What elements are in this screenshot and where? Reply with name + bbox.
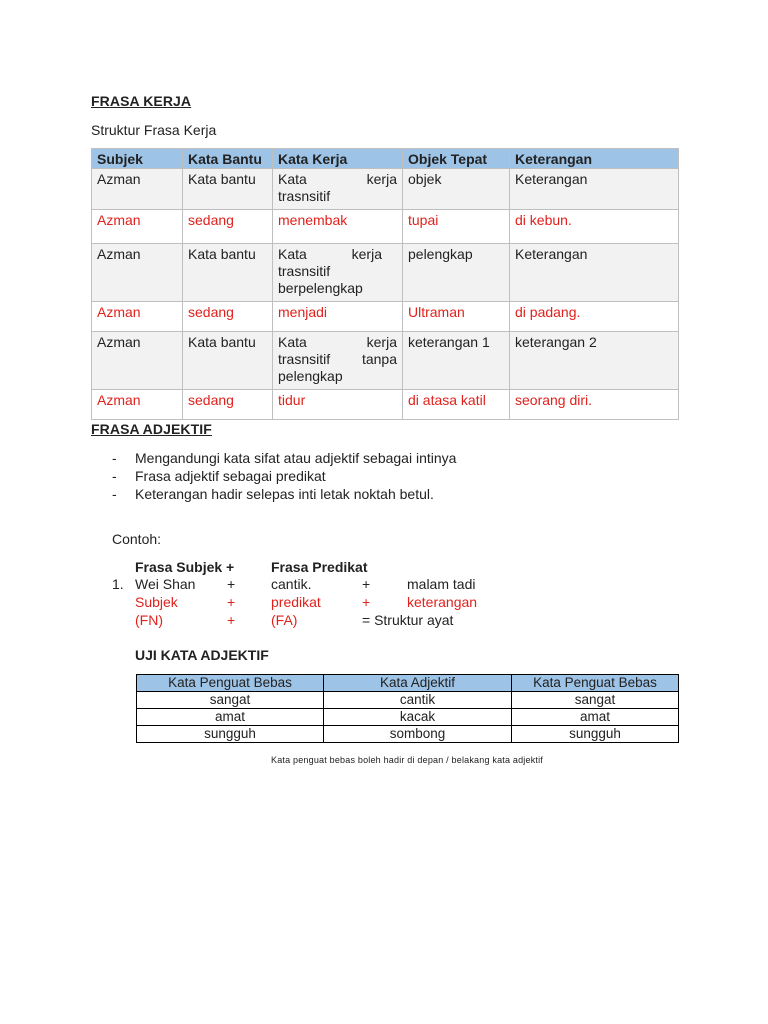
contoh-label: Contoh: [112,531,162,547]
table-header-row [92,149,679,169]
bullet-text: Frasa adjektif sebagai predikat [135,468,326,484]
uji-kata-adjektif-table [136,674,679,743]
table-cell: seorang diri. [510,390,679,420]
table-cell: Keterangan [510,169,679,210]
table-cell: kacak [324,709,512,726]
table-row [92,244,679,302]
table-cell: keterangan 1 [403,332,510,390]
table-cell: sedang [183,210,273,244]
bullet-text: Mengandungi kata sifat atau adjektif sebagai intinya [135,450,457,466]
table-cell: cantik [324,692,512,709]
example-cell: (FN) [135,612,163,628]
example-cell: predikat [271,594,321,610]
bullet-dash: - [112,486,117,502]
table-cell: tidur [273,390,403,420]
frasa-kerja-heading: FRASA KERJA [91,93,192,109]
example-plus: + [227,594,236,610]
table-cell: Kata bantu [183,244,273,302]
bullet-dash: - [112,450,117,466]
table-row [137,726,679,743]
table-row [92,390,679,420]
example-cell: (FA) [271,612,298,628]
example-plus: + [362,594,371,610]
table-cell: tupai [403,210,510,244]
table-cell [273,169,403,210]
example-cell: cantik. [271,576,312,592]
table-cell-text: Kata kerja trasnsitif tanpa pelengkap [278,334,397,384]
example-plus: + [362,576,371,592]
table-cell: Kata bantu [183,332,273,390]
table-cell: sangat [512,692,679,709]
bullet-text: Keterangan hadir selepas inti letak noktah betul. [135,486,434,502]
example-struktur-ayat: = Struktur ayat [362,612,454,628]
column-header-kata-adjektif: Kata Adjektif [324,675,512,692]
table-row [137,709,679,726]
table-cell [273,244,403,302]
table-cell: di padang. [510,302,679,332]
example-cell: malam tadi [407,576,476,592]
table-cell: di atasa katil [403,390,510,420]
table-row [92,302,679,332]
column-header-keterangan: Keterangan [510,149,679,169]
table-cell: Keterangan [510,244,679,302]
table-cell: Azman [92,244,183,302]
bullet-dash: - [112,468,117,484]
table-cell: Azman [92,302,183,332]
table-cell: Azman [92,332,183,390]
table-cell: sombong [324,726,512,743]
table-cell: sangat [137,692,324,709]
table-cell: sedang [183,302,273,332]
table-cell: menjadi [273,302,403,332]
bullet-item [112,449,456,467]
example-header-subjek: Frasa Subjek + [135,559,235,575]
frasa-kerja-table [91,148,679,420]
table-cell [273,332,403,390]
example-cell: keterangan [407,594,478,610]
example-cell: Wei Shan [135,576,196,592]
table-cell: sungguh [512,726,679,743]
example-cell: Subjek [135,594,178,610]
frasa-adjektif-heading: FRASA ADJEKTIF [91,421,212,437]
example-number: 1. [112,576,124,592]
table-cell-text: Kata kerja trasnsitif [278,171,397,204]
uji-heading: UJI KATA ADJEKTIF [135,647,269,663]
table-cell-text: Kata kerja trasnsitif berpelengkap [278,246,382,296]
table-cell: objek [403,169,510,210]
table-cell: Kata bantu [183,169,273,210]
table-row [92,332,679,390]
column-header-kata-kerja: Kata Kerja [273,149,403,169]
table-row [92,210,679,244]
table-cell: di kebun. [510,210,679,244]
table-cell: Azman [92,390,183,420]
column-header-penguat-belakang: Kata Penguat Bebas [512,675,679,692]
table-cell: menembak [273,210,403,244]
table-cell: amat [512,709,679,726]
column-header-penguat-depan: Kata Penguat Bebas [137,675,324,692]
table-row [137,692,679,709]
example-plus: + [227,576,236,592]
bullet-item [112,485,434,503]
table-cell: sungguh [137,726,324,743]
column-header-kata-bantu: Kata Bantu [183,149,273,169]
uji-note: Kata penguat bebas boleh hadir di depan / belakang kata adjektif [271,755,543,765]
column-header-subjek: Subjek [92,149,183,169]
table-cell: Azman [92,169,183,210]
table-cell: pelengkap [403,244,510,302]
table-header-row [137,675,679,692]
table-cell: Ultraman [403,302,510,332]
table-cell: Azman [92,210,183,244]
column-header-objek-tepat: Objek Tepat [403,149,510,169]
table-cell: keterangan 2 [510,332,679,390]
bullet-item [112,467,326,485]
example-plus: + [227,612,236,628]
frasa-kerja-subheading: Struktur Frasa Kerja [91,122,217,138]
table-cell: sedang [183,390,273,420]
example-header-predikat: Frasa Predikat [271,559,368,575]
table-row [92,169,679,210]
table-cell: amat [137,709,324,726]
